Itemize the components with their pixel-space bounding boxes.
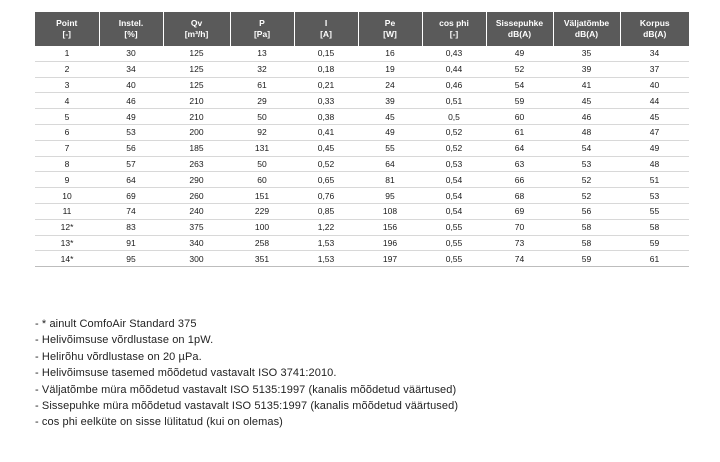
table-cell: 49 [99, 109, 163, 125]
table-cell: 151 [230, 188, 294, 204]
column-header-unit: dB(A) [643, 29, 667, 39]
table-cell: 64 [99, 172, 163, 188]
table-cell: 300 [163, 251, 230, 267]
table-cell: 197 [358, 251, 422, 267]
table-cell: 74 [486, 251, 553, 267]
table-row [35, 77, 689, 93]
table-cell: 125 [163, 46, 230, 61]
table-cell: 2 [35, 61, 99, 77]
table-cell: 3 [35, 77, 99, 93]
table-cell: 83 [99, 219, 163, 235]
table-cell: 0,33 [294, 93, 358, 109]
column-header-label: Korpus [639, 18, 670, 28]
column-header [422, 12, 486, 46]
table-cell: 6 [35, 124, 99, 140]
table-cell: 59 [553, 251, 620, 267]
table-cell: 58 [620, 219, 689, 235]
table-cell: 210 [163, 93, 230, 109]
table-cell: 61 [230, 77, 294, 93]
table-cell: 108 [358, 203, 422, 219]
column-header [553, 12, 620, 46]
table-cell: 50 [230, 109, 294, 125]
table-cell: 0,45 [294, 140, 358, 156]
table-cell: 240 [163, 203, 230, 219]
table-cell: 24 [358, 77, 422, 93]
column-header-unit: [-] [449, 29, 459, 39]
table-body [35, 46, 689, 267]
column-header-label: P [259, 18, 265, 28]
table-cell: 11 [35, 203, 99, 219]
table-cell: 51 [620, 172, 689, 188]
footnote-line: - Sissepuhke müra mõõdetud vastavalt ISO 5135:1997 (kanalis mõõdetud väärtused) [35, 400, 459, 413]
table-row [35, 203, 689, 219]
table-cell: 46 [553, 109, 620, 125]
column-header [294, 12, 358, 46]
table-row [35, 219, 689, 235]
table-cell: 13* [35, 235, 99, 251]
performance-table [35, 12, 689, 267]
table-cell: 0,52 [422, 124, 486, 140]
table-cell: 81 [358, 172, 422, 188]
table-cell: 49 [486, 46, 553, 61]
table-cell: 10 [35, 188, 99, 204]
table-cell: 52 [486, 61, 553, 77]
table-cell: 35 [553, 46, 620, 61]
table-cell: 14* [35, 251, 99, 267]
column-header-unit: [Pa] [253, 29, 271, 39]
table-row [35, 93, 689, 109]
table-cell: 0,5 [422, 109, 486, 125]
table-cell: 0,41 [294, 124, 358, 140]
column-header [230, 12, 294, 46]
table-cell: 210 [163, 109, 230, 125]
table-cell: 1,22 [294, 219, 358, 235]
table-cell: 290 [163, 172, 230, 188]
footnotes [35, 316, 458, 431]
column-header [486, 12, 553, 46]
table-cell: 196 [358, 235, 422, 251]
table-cell: 52 [553, 188, 620, 204]
column-header [99, 12, 163, 46]
table-cell: 40 [99, 77, 163, 93]
column-header-unit: [%] [124, 29, 138, 39]
table-cell: 66 [486, 172, 553, 188]
table-cell: 69 [99, 188, 163, 204]
table-row [35, 156, 689, 172]
table-cell: 34 [99, 61, 163, 77]
table-row [35, 235, 689, 251]
table-cell: 45 [358, 109, 422, 125]
table-cell: 0,65 [294, 172, 358, 188]
table-cell: 60 [486, 109, 553, 125]
table-cell: 12* [35, 219, 99, 235]
table-cell: 74 [99, 203, 163, 219]
table-cell: 53 [620, 188, 689, 204]
table-row [35, 109, 689, 125]
table-cell: 49 [358, 124, 422, 140]
table-cell: 50 [230, 156, 294, 172]
table-cell: 47 [620, 124, 689, 140]
table-cell: 48 [553, 124, 620, 140]
table-cell: 0,53 [422, 156, 486, 172]
table-cell: 29 [230, 93, 294, 109]
table-cell: 58 [553, 219, 620, 235]
column-header [163, 12, 230, 46]
table-row [35, 188, 689, 204]
column-header-label: I [324, 18, 328, 28]
table-cell: 40 [620, 77, 689, 93]
table-cell: 34 [620, 46, 689, 61]
table-cell: 58 [553, 235, 620, 251]
table-header-row [35, 12, 689, 46]
table-cell: 91 [99, 235, 163, 251]
column-header-unit: [-] [62, 29, 71, 39]
table-cell: 0,52 [422, 140, 486, 156]
table-cell: 49 [620, 140, 689, 156]
table-cell: 0,85 [294, 203, 358, 219]
table-cell: 200 [163, 124, 230, 140]
table-cell: 0,55 [422, 251, 486, 267]
footnote-line: - Helivõimsuse tasemed mõõdetud vastavalt ISO 3741:2010. [35, 367, 337, 380]
table-cell: 53 [99, 124, 163, 140]
table-cell: 0,51 [422, 93, 486, 109]
table-cell: 46 [99, 93, 163, 109]
table-cell: 8 [35, 156, 99, 172]
table-cell: 131 [230, 140, 294, 156]
table-cell: 30 [99, 46, 163, 61]
table-cell: 69 [486, 203, 553, 219]
footnote-line: - Helivõimsuse võrdlustase on 1pW. [35, 334, 214, 347]
table-cell: 61 [486, 124, 553, 140]
table-cell: 48 [620, 156, 689, 172]
table-cell: 68 [486, 188, 553, 204]
table-cell: 54 [486, 77, 553, 93]
table-cell: 1 [35, 46, 99, 61]
table-cell: 4 [35, 93, 99, 109]
table-cell: 32 [230, 61, 294, 77]
performance-table-container [35, 12, 689, 267]
table-cell: 0,54 [422, 172, 486, 188]
table-row [35, 251, 689, 267]
column-header-unit: dB(A) [507, 29, 532, 39]
table-cell: 0,76 [294, 188, 358, 204]
column-header-unit: dB(A) [574, 29, 599, 39]
table-cell: 95 [358, 188, 422, 204]
table-cell: 57 [99, 156, 163, 172]
table-cell: 100 [230, 219, 294, 235]
table-cell: 92 [230, 124, 294, 140]
table-cell: 61 [620, 251, 689, 267]
table-cell: 52 [553, 172, 620, 188]
table-cell: 0,21 [294, 77, 358, 93]
table-cell: 1,53 [294, 235, 358, 251]
table-row [35, 124, 689, 140]
table-cell: 156 [358, 219, 422, 235]
column-header [35, 12, 99, 46]
table-cell: 39 [358, 93, 422, 109]
table-cell: 54 [553, 140, 620, 156]
column-header-label: Instel. [118, 18, 144, 28]
column-header-label: Väljatõmbe [563, 18, 610, 28]
table-cell: 95 [99, 251, 163, 267]
table-cell: 0,54 [422, 188, 486, 204]
column-header-label: Sissepuhke [495, 18, 544, 28]
table-cell: 7 [35, 140, 99, 156]
table-cell: 39 [553, 61, 620, 77]
table-cell: 5 [35, 109, 99, 125]
table-row [35, 172, 689, 188]
table-cell: 55 [358, 140, 422, 156]
column-header-label: cos phi [439, 18, 469, 28]
table-cell: 0,52 [294, 156, 358, 172]
footnote-line: - * ainult ComfoAir Standard 375 [35, 318, 197, 330]
table-cell: 258 [230, 235, 294, 251]
table-cell: 0,44 [422, 61, 486, 77]
table-cell: 0,55 [422, 235, 486, 251]
column-header-label: Point [56, 18, 78, 28]
column-header-label: Pe [384, 18, 396, 28]
table-cell: 0,38 [294, 109, 358, 125]
table-cell: 60 [230, 172, 294, 188]
table-cell: 64 [358, 156, 422, 172]
table-cell: 263 [163, 156, 230, 172]
table-cell: 37 [620, 61, 689, 77]
column-header-unit: [A] [320, 29, 332, 39]
column-header [358, 12, 422, 46]
table-cell: 64 [486, 140, 553, 156]
table-cell: 351 [230, 251, 294, 267]
column-header-label: Qv [190, 18, 203, 28]
table-cell: 59 [620, 235, 689, 251]
footnote-line: - Helirõhu võrdlustase on 20 µPa. [35, 350, 202, 363]
table-cell: 0,18 [294, 61, 358, 77]
table-cell: 340 [163, 235, 230, 251]
table-cell: 260 [163, 188, 230, 204]
table-cell: 53 [553, 156, 620, 172]
table-cell: 229 [230, 203, 294, 219]
table-cell: 41 [553, 77, 620, 93]
table-cell: 70 [486, 219, 553, 235]
column-header [620, 12, 689, 46]
table-cell: 0,46 [422, 77, 486, 93]
table-cell: 45 [620, 109, 689, 125]
table-cell: 125 [163, 77, 230, 93]
table-cell: 19 [358, 61, 422, 77]
table-cell: 0,15 [294, 46, 358, 61]
table-cell: 56 [99, 140, 163, 156]
table-cell: 1,53 [294, 251, 358, 267]
table-cell: 0,54 [422, 203, 486, 219]
table-cell: 0,55 [422, 219, 486, 235]
table-cell: 73 [486, 235, 553, 251]
table-cell: 45 [553, 93, 620, 109]
column-header-unit: [m³/h] [184, 29, 209, 39]
table-cell: 59 [486, 93, 553, 109]
table-row [35, 46, 689, 61]
table-cell: 375 [163, 219, 230, 235]
table-row [35, 61, 689, 77]
table-cell: 185 [163, 140, 230, 156]
table-cell: 16 [358, 46, 422, 61]
column-header-unit: [W] [383, 29, 397, 39]
table-cell: 125 [163, 61, 230, 77]
footnote-line: - cos phi eelküte on sisse lülitatud (kui on olemas) [35, 416, 283, 429]
table-row [35, 140, 689, 156]
table-cell: 63 [486, 156, 553, 172]
table-cell: 13 [230, 46, 294, 61]
table-cell: 55 [620, 203, 689, 219]
table-cell: 9 [35, 172, 99, 188]
table-cell: 0,43 [422, 46, 486, 61]
table-cell: 44 [620, 93, 689, 109]
table-cell: 56 [553, 203, 620, 219]
footnote-line: - Väljatõmbe müra mõõdetud vastavalt ISO 5135:1997 (kanalis mõõdetud väärtused) [35, 383, 457, 396]
